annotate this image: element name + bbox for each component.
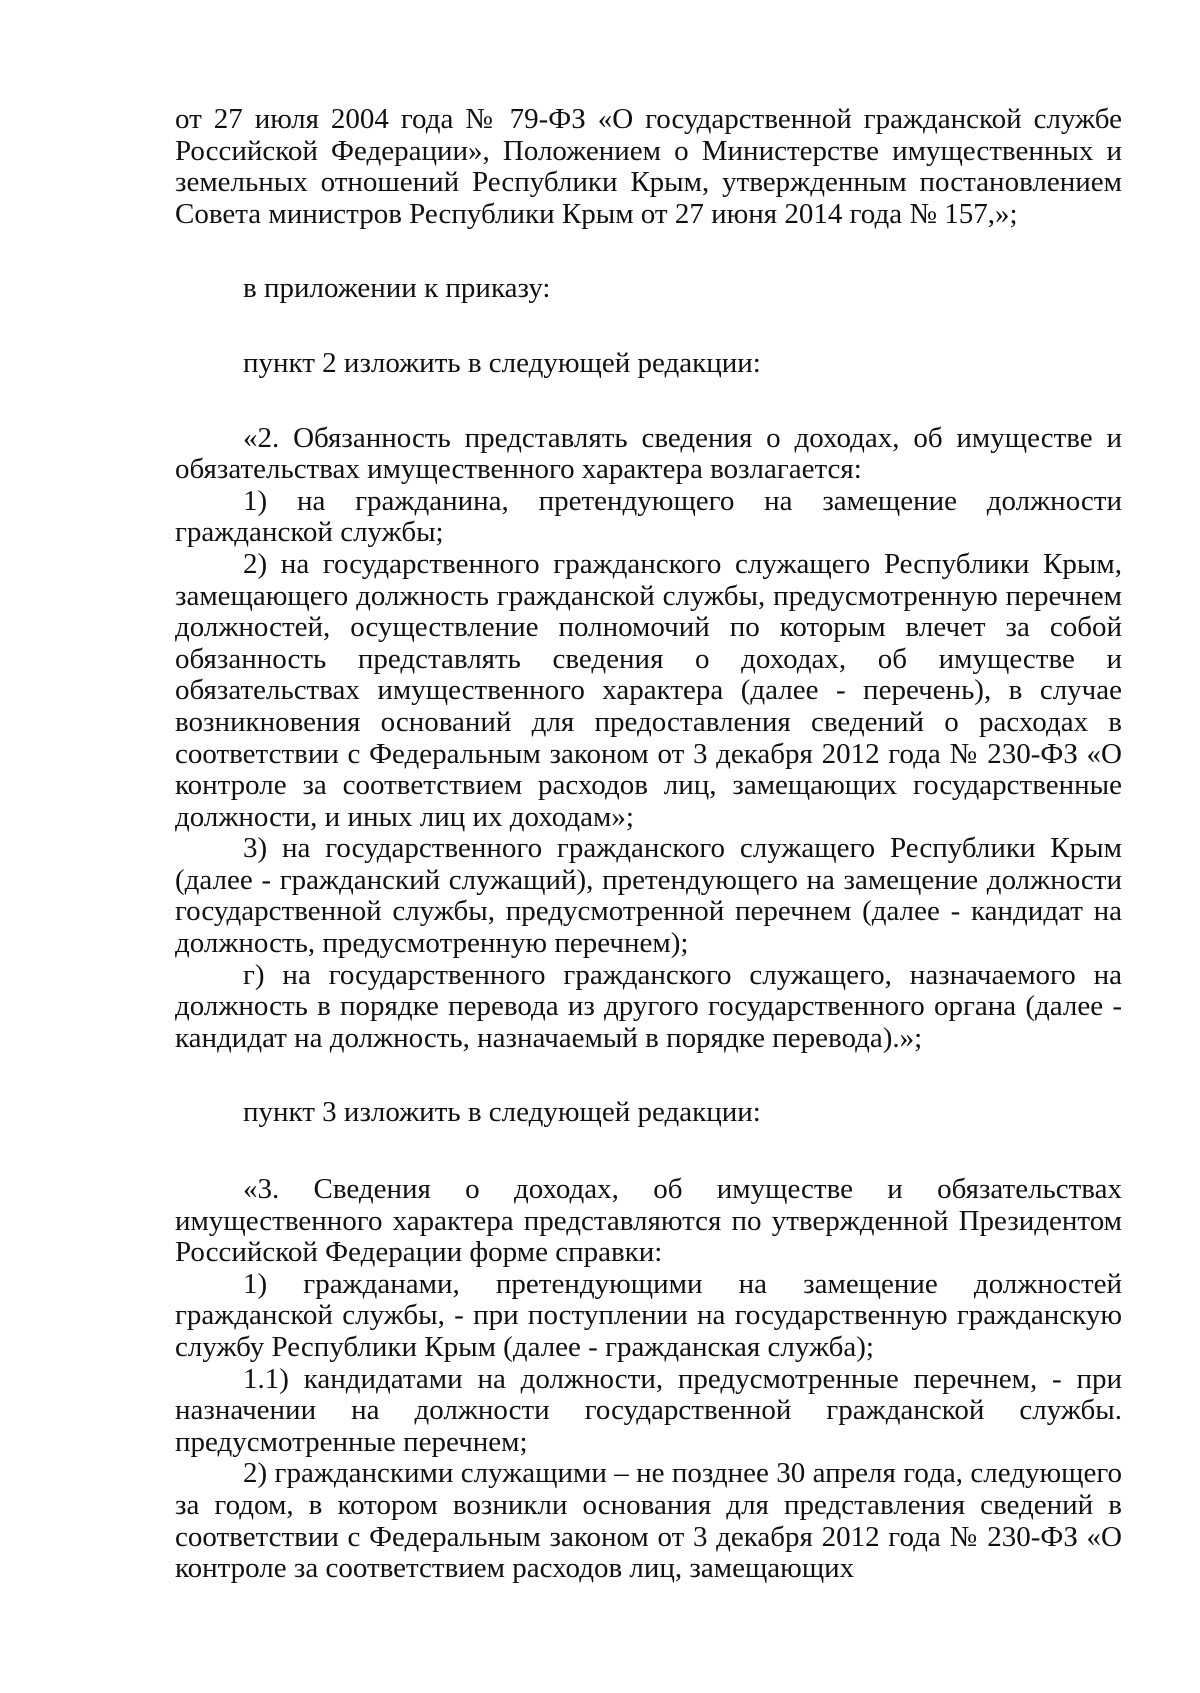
clause-3-instruction: пункт 3 изложить в следующей редакции: [243, 1096, 761, 1129]
clause-2-instruction: пункт 2 изложить в следующей редакции: [243, 346, 761, 379]
clause-2-text: «2. Обязанность представлять сведения о доходах, об имуществе и обязательствах имущественного характера возлагается: [175, 421, 1122, 486]
clause-3-item-1: 1) гражданами, претендующими на замещение должностей гражданской службы, - при поступлении на государственную гражданскую службу Республики Крым (далее - гражданская служба); [175, 1267, 1122, 1363]
clause-3-text: «3. Сведения о доходах, об имуществе и обязательствах имущественного характера представляются по утвержденной Президентом Российской Федерации форме справки: [175, 1173, 1122, 1269]
intro-continuation: от 27 июля 2004 года № 79-ФЗ «О государственной гражданской службе Российской Федерации», Положением о Министерстве имущественных и земельных отношений Республики Крым, утвержденным постановлением Совета министров Республики Крым от 27 июня 2014 года № 157,»; [175, 103, 1122, 230]
clause-3-item-1-1: 1.1) кандидатами на должности, предусмотренные перечнем, - при назначении на должности государственной гражданской службы. предусмотренные перечнем; [175, 1362, 1122, 1458]
clause-2-item-3: 3) на государственного гражданского служащего Республики Крым (далее - гражданский служащий), претендующего на замещение должности государственной службы, предусмотренной перечнем (далее - кандидат на должность, предусмотренную перечнем); [175, 832, 1122, 960]
document-page [175, 104, 1122, 1585]
clause-2-item-1: 1) на гражданина, претендующего на замещение должности гражданской службы; [175, 484, 1122, 549]
clause-2-item-g: г) на государственного гражданского служащего, назначаемого на должность в порядке перевода из другого государственного органа (далее - кандидат на должность, назначаемый в порядке перевода).»; [175, 958, 1122, 1054]
clause-3-item-2: 2) гражданскими служащими – не позднее 30 апреля года, следующего за годом, в котором возникли основания для представления сведений в соответствии с Федеральным законом от 3 декабря 2012 года № 230-ФЗ «О контроле за соответствием расходов лиц, замещающих [175, 1457, 1122, 1585]
appendix-heading: в приложении к приказу: [243, 272, 551, 305]
clause-2-item-2: 2) на государственного гражданского служащего Республики Крым, замещающего должность гражданской службы, предусмотренную перечнем должностей, осуществление полномочий по которым влечет за собой обязанность представлять сведения о доходах, об имуществе и обязательствах имущественного характера (далее - перечень), в случае возникновения оснований для предоставления сведений о расходах в соответствии с Федеральным законом от 3 декабря 2012 года № 230-ФЗ «О контроле за соответствием расходов лиц, замещающих государственные должности, и иных лиц их доходам»; [175, 547, 1122, 833]
